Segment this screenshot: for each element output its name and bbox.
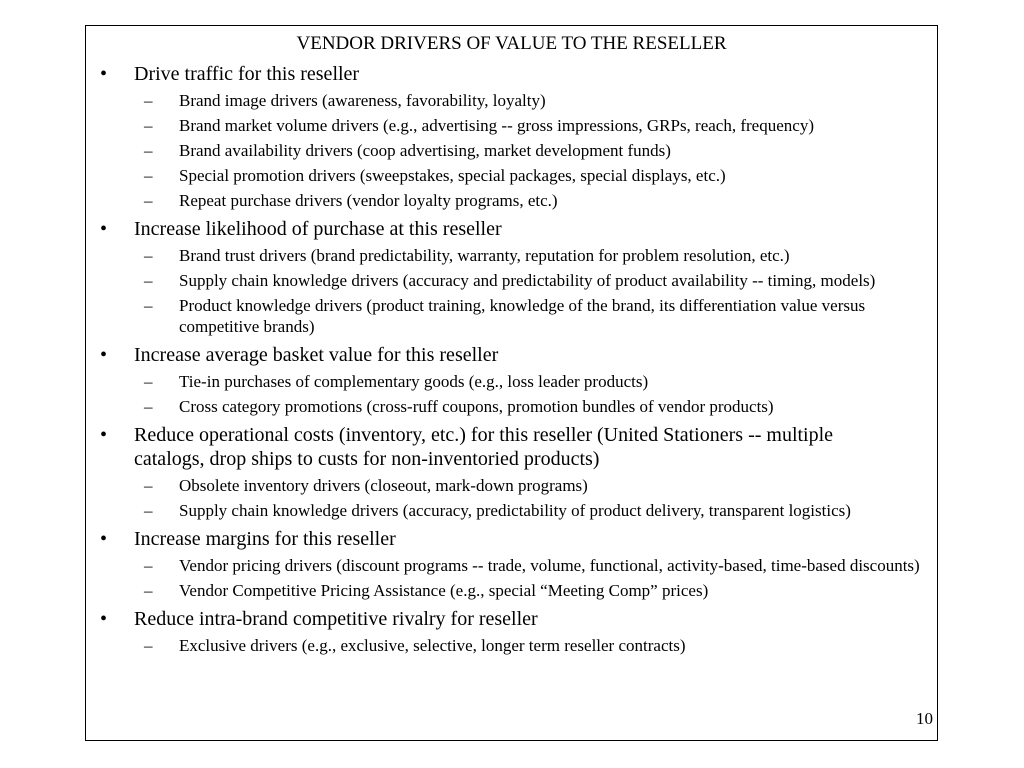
bullet-item: [86, 423, 936, 471]
page-number: 10: [916, 709, 933, 728]
sub-bullet-item: [86, 245, 936, 266]
bullet-item: [86, 527, 936, 551]
dash-icon: –: [144, 271, 153, 290]
bullet-icon: •: [100, 218, 108, 240]
sub-bullet-text: Repeat purchase drivers (vendor loyalty programs, etc.): [179, 191, 558, 210]
bullet-icon: •: [100, 608, 108, 630]
dash-icon: –: [144, 246, 153, 265]
sub-bullet-text: Tie-in purchases of complementary goods (e.g., loss leader products): [179, 372, 649, 391]
sub-bullet-item: [86, 371, 936, 392]
sub-bullet-text: Product knowledge drivers (product training, knowledge of the brand, its differentiation value versus competitive brands): [179, 296, 866, 336]
dash-icon: –: [144, 191, 153, 210]
bullet-icon: •: [100, 63, 108, 85]
bullet-text: Drive traffic for this reseller: [134, 63, 360, 85]
dash-icon: –: [144, 166, 153, 185]
sub-bullet-text: Brand trust drivers (brand predictability, warranty, reputation for problem resolution, etc.): [179, 246, 790, 265]
dash-icon: –: [144, 556, 153, 575]
dash-icon: –: [144, 636, 153, 655]
sub-bullet-item: [86, 190, 936, 211]
sub-bullet-text: Brand availability drivers (coop advertising, market development funds): [179, 141, 671, 160]
bullet-text: Reduce operational costs (inventory, etc.) for this reseller (United Stationers -- multiple catalogs, drop ships to custs for non-inventoried products): [134, 424, 834, 470]
dash-icon: –: [144, 91, 153, 110]
dash-icon: –: [144, 372, 153, 391]
bullet-item: [86, 62, 936, 86]
sub-bullet-item: [86, 555, 936, 576]
sub-bullet-item: [86, 635, 936, 656]
sub-bullet-item: [86, 270, 936, 291]
sub-bullet-text: Brand market volume drivers (e.g., advertising -- gross impressions, GRPs, reach, frequency): [179, 116, 814, 135]
bullet-item: [86, 343, 936, 367]
bullet-text: Increase margins for this reseller: [134, 528, 396, 550]
bullet-icon: •: [100, 424, 108, 446]
sub-bullet-text: Obsolete inventory drivers (closeout, mark-down programs): [179, 476, 588, 495]
sub-bullet-item: [86, 580, 936, 601]
sub-bullet-text: Exclusive drivers (e.g., exclusive, selective, longer term reseller contracts): [179, 636, 686, 655]
dash-icon: –: [144, 581, 153, 600]
sub-bullet-text: Supply chain knowledge drivers (accuracy and predictability of product availability -- timing, models): [179, 271, 876, 290]
sub-bullet-item: [86, 165, 936, 186]
sub-bullet-text: Cross category promotions (cross-ruff coupons, promotion bundles of vendor products): [179, 397, 774, 416]
bullet-icon: •: [100, 344, 108, 366]
dash-icon: –: [144, 116, 153, 135]
bullet-item: [86, 217, 936, 241]
sub-bullet-item: [86, 140, 936, 161]
dash-icon: –: [144, 476, 153, 495]
outline-list: [86, 60, 936, 656]
sub-bullet-item: [86, 475, 936, 496]
sub-bullet-text: Vendor pricing drivers (discount programs -- trade, volume, functional, activity-based, time-based discounts): [179, 556, 920, 575]
sub-bullet-item: [86, 295, 936, 337]
bullet-item: [86, 607, 936, 631]
sub-bullet-item: [86, 396, 936, 417]
bullet-icon: •: [100, 528, 108, 550]
sub-bullet-item: [86, 115, 936, 136]
slide-title: VENDOR DRIVERS OF VALUE TO THE RESELLER: [296, 33, 727, 54]
sub-bullet-item: [86, 500, 936, 521]
bullet-text: Reduce intra-brand competitive rivalry for reseller: [134, 608, 538, 630]
sub-bullet-text: Brand image drivers (awareness, favorability, loyalty): [179, 91, 546, 110]
sub-bullet-text: Vendor Competitive Pricing Assistance (e.g., special “Meeting Comp” prices): [179, 581, 709, 600]
sub-bullet-text: Supply chain knowledge drivers (accuracy, predictability of product delivery, transparent logistics): [179, 501, 851, 520]
sub-bullet-text: Special promotion drivers (sweepstakes, special packages, special displays, etc.): [179, 166, 726, 185]
bullet-text: Increase likelihood of purchase at this reseller: [134, 218, 502, 240]
dash-icon: –: [144, 501, 153, 520]
slide-frame: [85, 25, 938, 741]
sub-bullet-item: [86, 90, 936, 111]
dash-icon: –: [144, 296, 153, 315]
bullet-text: Increase average basket value for this reseller: [134, 344, 499, 366]
dash-icon: –: [144, 141, 153, 160]
dash-icon: –: [144, 397, 153, 416]
